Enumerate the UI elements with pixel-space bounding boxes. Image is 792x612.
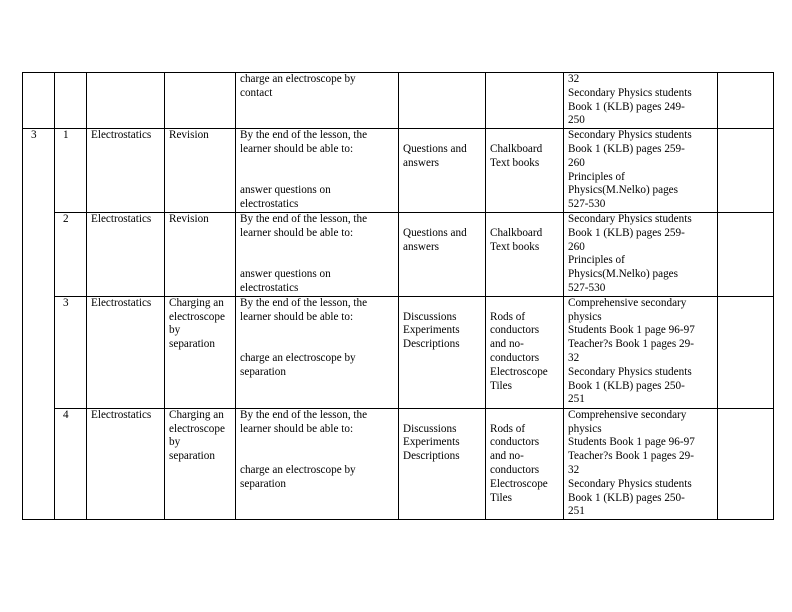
resources-cell: Chalkboard Text books — [486, 129, 564, 213]
lesson-cell: 2 — [55, 212, 87, 296]
references-cell: 32 Secondary Physics students Book 1 (KLB) pages 249- 250 — [564, 73, 718, 129]
remarks-cell — [718, 129, 774, 213]
resources-cell: Chalkboard Text books — [486, 212, 564, 296]
references-cell: Comprehensive secondary physics Students Book 1 page 96-97 Teacher?s Book 1 pages 29- 32 Secondary Physics students Book 1 (KLB) pages 250- 251 — [564, 296, 718, 408]
resources-cell: Rods of conductors and no- conductors Electroscope Tiles — [486, 408, 564, 519]
objectives-cell: By the end of the lesson, the learner should be able to: charge an electroscope by separation — [236, 296, 399, 408]
lesson-cell — [55, 73, 87, 129]
objectives-cell: charge an electroscope by contact — [236, 73, 399, 129]
lesson-cell: 3 — [55, 296, 87, 408]
methods-cell: Discussions Experiments Descriptions — [399, 408, 486, 519]
methods-cell: Questions and answers — [399, 129, 486, 213]
remarks-cell — [718, 408, 774, 519]
table-row — [23, 296, 774, 408]
objectives-cell: By the end of the lesson, the learner should be able to: answer questions on electrostatics — [236, 212, 399, 296]
methods-cell — [399, 73, 486, 129]
topic-cell: Electrostatics — [87, 296, 165, 408]
references-cell: Secondary Physics students Book 1 (KLB) pages 259- 260 Principles of Physics(M.Nelko) pages 527-530 — [564, 212, 718, 296]
week-cell: 3 — [23, 129, 55, 520]
resources-cell: Rods of conductors and no- conductors Electroscope Tiles — [486, 296, 564, 408]
scheme-of-work-table — [22, 72, 774, 520]
lesson-cell: 4 — [55, 408, 87, 519]
subtopic-cell — [165, 73, 236, 129]
objectives-cell: By the end of the lesson, the learner should be able to: answer questions on electrostatics — [236, 129, 399, 213]
resources-cell — [486, 73, 564, 129]
methods-cell: Discussions Experiments Descriptions — [399, 296, 486, 408]
table-row — [23, 129, 774, 213]
subtopic-cell: Charging an electroscope by separation — [165, 408, 236, 519]
topic-cell: Electrostatics — [87, 212, 165, 296]
subtopic-cell: Revision — [165, 212, 236, 296]
topic-cell: Electrostatics — [87, 129, 165, 213]
subtopic-cell: Charging an electroscope by separation — [165, 296, 236, 408]
remarks-cell — [718, 73, 774, 129]
table-row — [23, 408, 774, 519]
references-cell: Comprehensive secondary physics Students Book 1 page 96-97 Teacher?s Book 1 pages 29- 32 Secondary Physics students Book 1 (KLB) pages 250- 251 — [564, 408, 718, 519]
table-row — [23, 73, 774, 129]
topic-cell — [87, 73, 165, 129]
topic-cell: Electrostatics — [87, 408, 165, 519]
subtopic-cell: Revision — [165, 129, 236, 213]
objectives-cell: By the end of the lesson, the learner should be able to: charge an electroscope by separation — [236, 408, 399, 519]
remarks-cell — [718, 296, 774, 408]
methods-cell: Questions and answers — [399, 212, 486, 296]
lesson-cell: 1 — [55, 129, 87, 213]
remarks-cell — [718, 212, 774, 296]
table-row — [23, 212, 774, 296]
week-cell — [23, 73, 55, 129]
references-cell: Secondary Physics students Book 1 (KLB) pages 259- 260 Principles of Physics(M.Nelko) pages 527-530 — [564, 129, 718, 213]
